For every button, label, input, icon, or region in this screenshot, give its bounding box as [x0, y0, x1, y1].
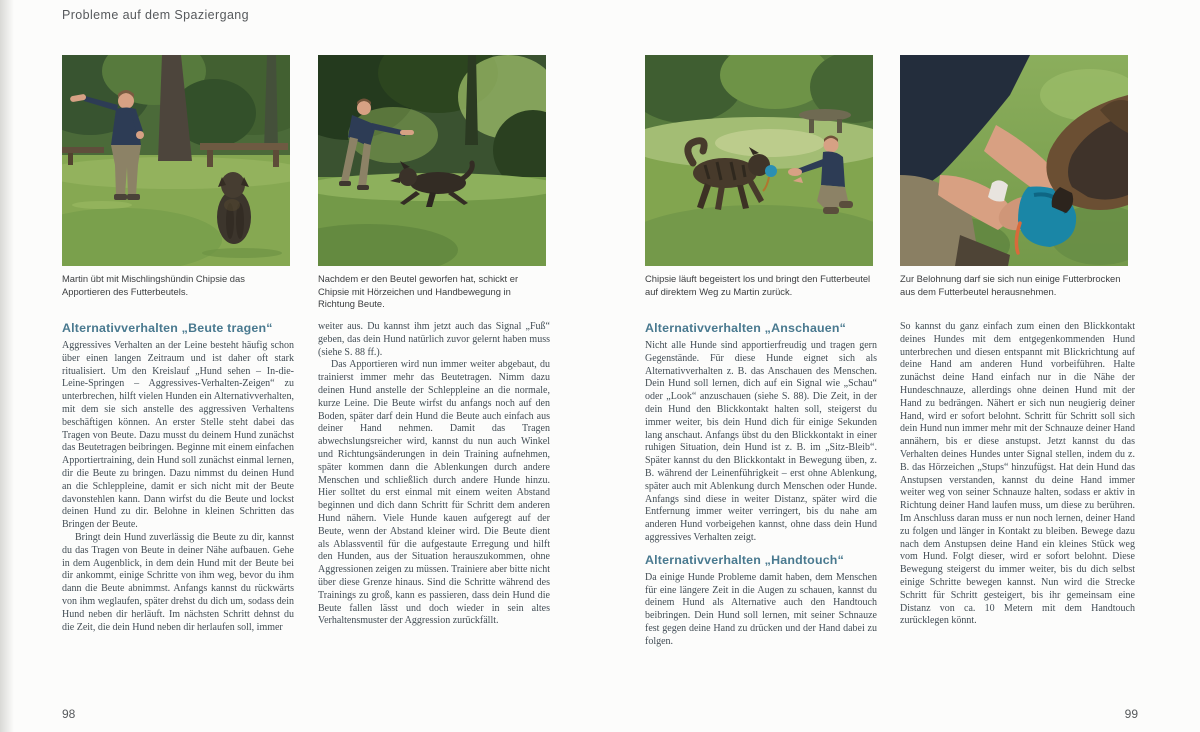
section-heading-beute-tragen: Alternativverhalten „Beute tragen“ — [62, 321, 273, 335]
text-column-2 — [318, 321, 550, 628]
body-paragraph: Bringt dein Hund zuverlässig die Beute zu dir, kannst du das Tragen von Beute in deiner Nähe aufbauen. Gehe in dem Augenblick, in dem dein Hund mit der Beute bei dir ankommt, einige Schritte von ihm weg, bevor du ihm dann die Beute abnimmst. Anfangs kannst du rückwärts von ihm weglaufen, später drehst du dich um, sodass dein Hund neben dir herläuft. Im nächsten Schritt dehnst du die Zeit, die dein Hund neben dir herlaufen soll, immer — [62, 531, 294, 633]
page-number-left: 98 — [62, 707, 76, 721]
section-heading-handtouch: Alternativverhalten „Handtouch“ — [645, 552, 844, 567]
body-paragraph: weiter aus. Du kannst ihm jetzt auch das Signal „Fuß“ geben, das dein Hund natürlich zuvor gelernt haben muss (siehe S. 88 ff.). — [318, 321, 550, 358]
body-paragraph: Aggressives Verhalten an der Leine besteht häufig schon über einen langen Zeitraum und ist daher oft stark ritualisiert. Um den Kreislauf „Hund sehen – In-die-Leine-Springen – Aggressives-Verhalten-Zeigen“ zu unterbrechen, hilft vielen Hunden ein Alternativverhalten, mit dem sie sich anstelle des aggressiven Verhaltens beschäftigen können. An erster Stelle steht dabei das Tragen von Beute. Dazu musst du deinem Hund zunächst das Beutetragen beibringen. Beginne mit einem einfachen Apportiertraining, dein Hund soll zunächst einmal lernen, dir die Beute zu bringen. Dazu nimmst du deinen Hund an die Schleppleine, damit er sich nicht mit der Beute davonstehlen kann. Dann wirfst du die Beute und lockst deinen Hund zu dir. Belohne in kleinen Schritten das Bringen der Beute. — [62, 340, 294, 531]
photo-caption-4: Zur Belohnung darf sie sich nun einige Futterbrocken aus dem Futterbeutel herausnehmen. — [900, 273, 1121, 297]
page-number-right: 99 — [1124, 707, 1138, 721]
body-paragraph: Das Apportieren wird nun immer weiter abgebaut, du trainierst immer mehr das Beutetragen. Nimm dazu deinen Hund anstelle der Schleppleine an die normale, kurze Leine. Die Beute wirfst du anfangs noch auf den Boden, später darf dein Hund die Beute auch einfach aus deiner Hand nehmen. Damit das Tragen abwechslungsreicher wird, kannst du nun auch Winkel und Richtungsänderungen in dein Training aufnehmen, später kommen dann die Ablenkungen durch andere Menschen und schließlich durch andere Hunde hinzu. Hier solltet du erst einmal mit einem weiten Abstand beginnen und dich dann Schritt für Schritt dem anderen Hund nähern. Viele Hunde kauen aufgeregt auf der Beute, wenn der Abstand kleiner wird. Die Beute dient als Ablassventil für die aufgestaute Erregung und hilft den Hunden, aus der Situation herauszukommen, ohne Aggressionen zeigen zu müssen. Trainiere aber bitte nicht über diese Grenze hinaus. Sind die Schritte während des Trainings zu groß, kann es passieren, dass dein Hund die Beute fallen lässt und doch wieder in sein altes Verhaltensmuster der Aggression zurückfällt. — [318, 359, 550, 627]
forest-scene-man-sending-running-dog-illustration — [318, 55, 546, 266]
text-column-4 — [900, 321, 1135, 628]
page-edge-shadow — [0, 0, 14, 732]
body-paragraph: Da einige Hunde Probleme damit haben, dem Menschen für eine längere Zeit in die Augen zu schauen, kannst du deinem Hund als Alternative auch den Handtouch beibringen. Dein Hund soll lernen, mit seiner Schnauze fest gegen deine Hand zu drücken und der Hand dabei zu folgen. — [645, 571, 877, 647]
running-head: Probleme auf dem Spaziergang — [62, 8, 249, 22]
photo-caption-3: Chipsie läuft begeistert los und bringt den Futterbeutel auf direktem Weg zu Martin zurück. — [645, 273, 871, 297]
meadow-scene-dog-bringing-bag-to-man-illustration — [645, 55, 873, 266]
park-scene-standing-man-sitting-dog-illustration — [62, 55, 290, 266]
text-column-1 — [62, 321, 294, 634]
body-paragraph: Nicht alle Hunde sind apportierfreudig und tragen gern Gegenstände. Für diese Hunde eignet sich als Alternativverhalten z. B. das Anschauen des Menschen. Dein Hund soll lernen, dich auf ein Signal wie „Schau“ oder „Look“ anzuschauen (siehe S. 88). Die Zeit, in der dein Hund den Blickkontakt halten soll, steigerst du immer weiter, bis dein Hund dich für einige Sekunden lang anschaut. Anfangs übst du den Blickkontakt in einer ruhigen Situation, dein Hund ist z. B. im „Sitz-Bleib“. Später kannst du den Blickkontakt in Bewegung üben, z. B. während der Leinenführigkeit – erst ohne Ablenkung, später auch mit Ablenkung durch Menschen oder Hunde. Anfangs sind diese in weiter Distanz, später wird die Entfernung immer weiter verringert, bis du nahe am anderen Hund vorbeigehen kannst, ohne dass dein Hund aggressives Verhalten zeigt. — [645, 340, 877, 543]
closeup-hands-food-bag-dog-head-illustration — [900, 55, 1128, 266]
body-paragraph: So kannst du ganz einfach zum einen den Blickkontakt deines Hundes mit dem entgegenkommenden Hund unterbrechen und diesen entspannt mit Blickrichtung auf deine Hand am anderen Hund vorbeiführen. Halte zunächst deine Hand einfach nur in die Nähe der Hundeschnauze, allerdings ohne deinen Hund mit der Hand zu bedrängen. Nähert er sich nun neugierig deiner Hand, wird er sofort belohnt. Schritt für Schritt soll sich dein Hund nun immer mehr mit der Schnauze deiner Hand annähern, bis er diese anstupst. Jetzt kannst du das Verhalten deines Hundes unter Signal stellen, indem du z. B. das Hörzeichen „Stups“ hinzufügst. Hat dein Hund das Anstupsen verstanden, kannst du deine Hand immer weiter weg von seiner Schnauze halten, sodass er aktiv in Richtung deiner Hand laufen muss, um diese zu berühren. Im Anschluss daran muss er nun noch lernen, deiner Hand zu folgen und länger in Kontakt zu bleiben. Bewege dazu nach dem Anstupsen deine Hand ein kleines Stück weg vom Hund. Folgt dieser, wird er sofort belohnt. Diese Bewegung steigerst du immer weiter, bis du dich selbst einige Schritte bewegen kannst. Nun wird die Strecke Schritt für Schritt gesteigert, bis ihr gemeinsam eine Distanz von ca. 10 Metern mit dem Handtouch zurücklegen könnt. — [900, 321, 1135, 627]
photo-caption-2: Nachdem er den Beutel geworfen hat, schickt er Chipsie mit Hörzeichen und Handbewegung in Richtung Beute. — [318, 273, 519, 310]
photo-caption-1: Martin übt mit Mischlingshündin Chipsie das Apportieren des Futterbeutels. — [62, 273, 245, 297]
photo-martin-apportieren-image — [62, 55, 290, 266]
text-column-3 — [645, 321, 877, 649]
photo-retrieve-return-image — [645, 55, 873, 266]
photo-send-to-prey-image — [318, 55, 546, 266]
section-heading-anschauen: Alternativverhalten „Anschauen“ — [645, 321, 847, 335]
photo-reward-futterbeutel-image — [900, 55, 1128, 266]
